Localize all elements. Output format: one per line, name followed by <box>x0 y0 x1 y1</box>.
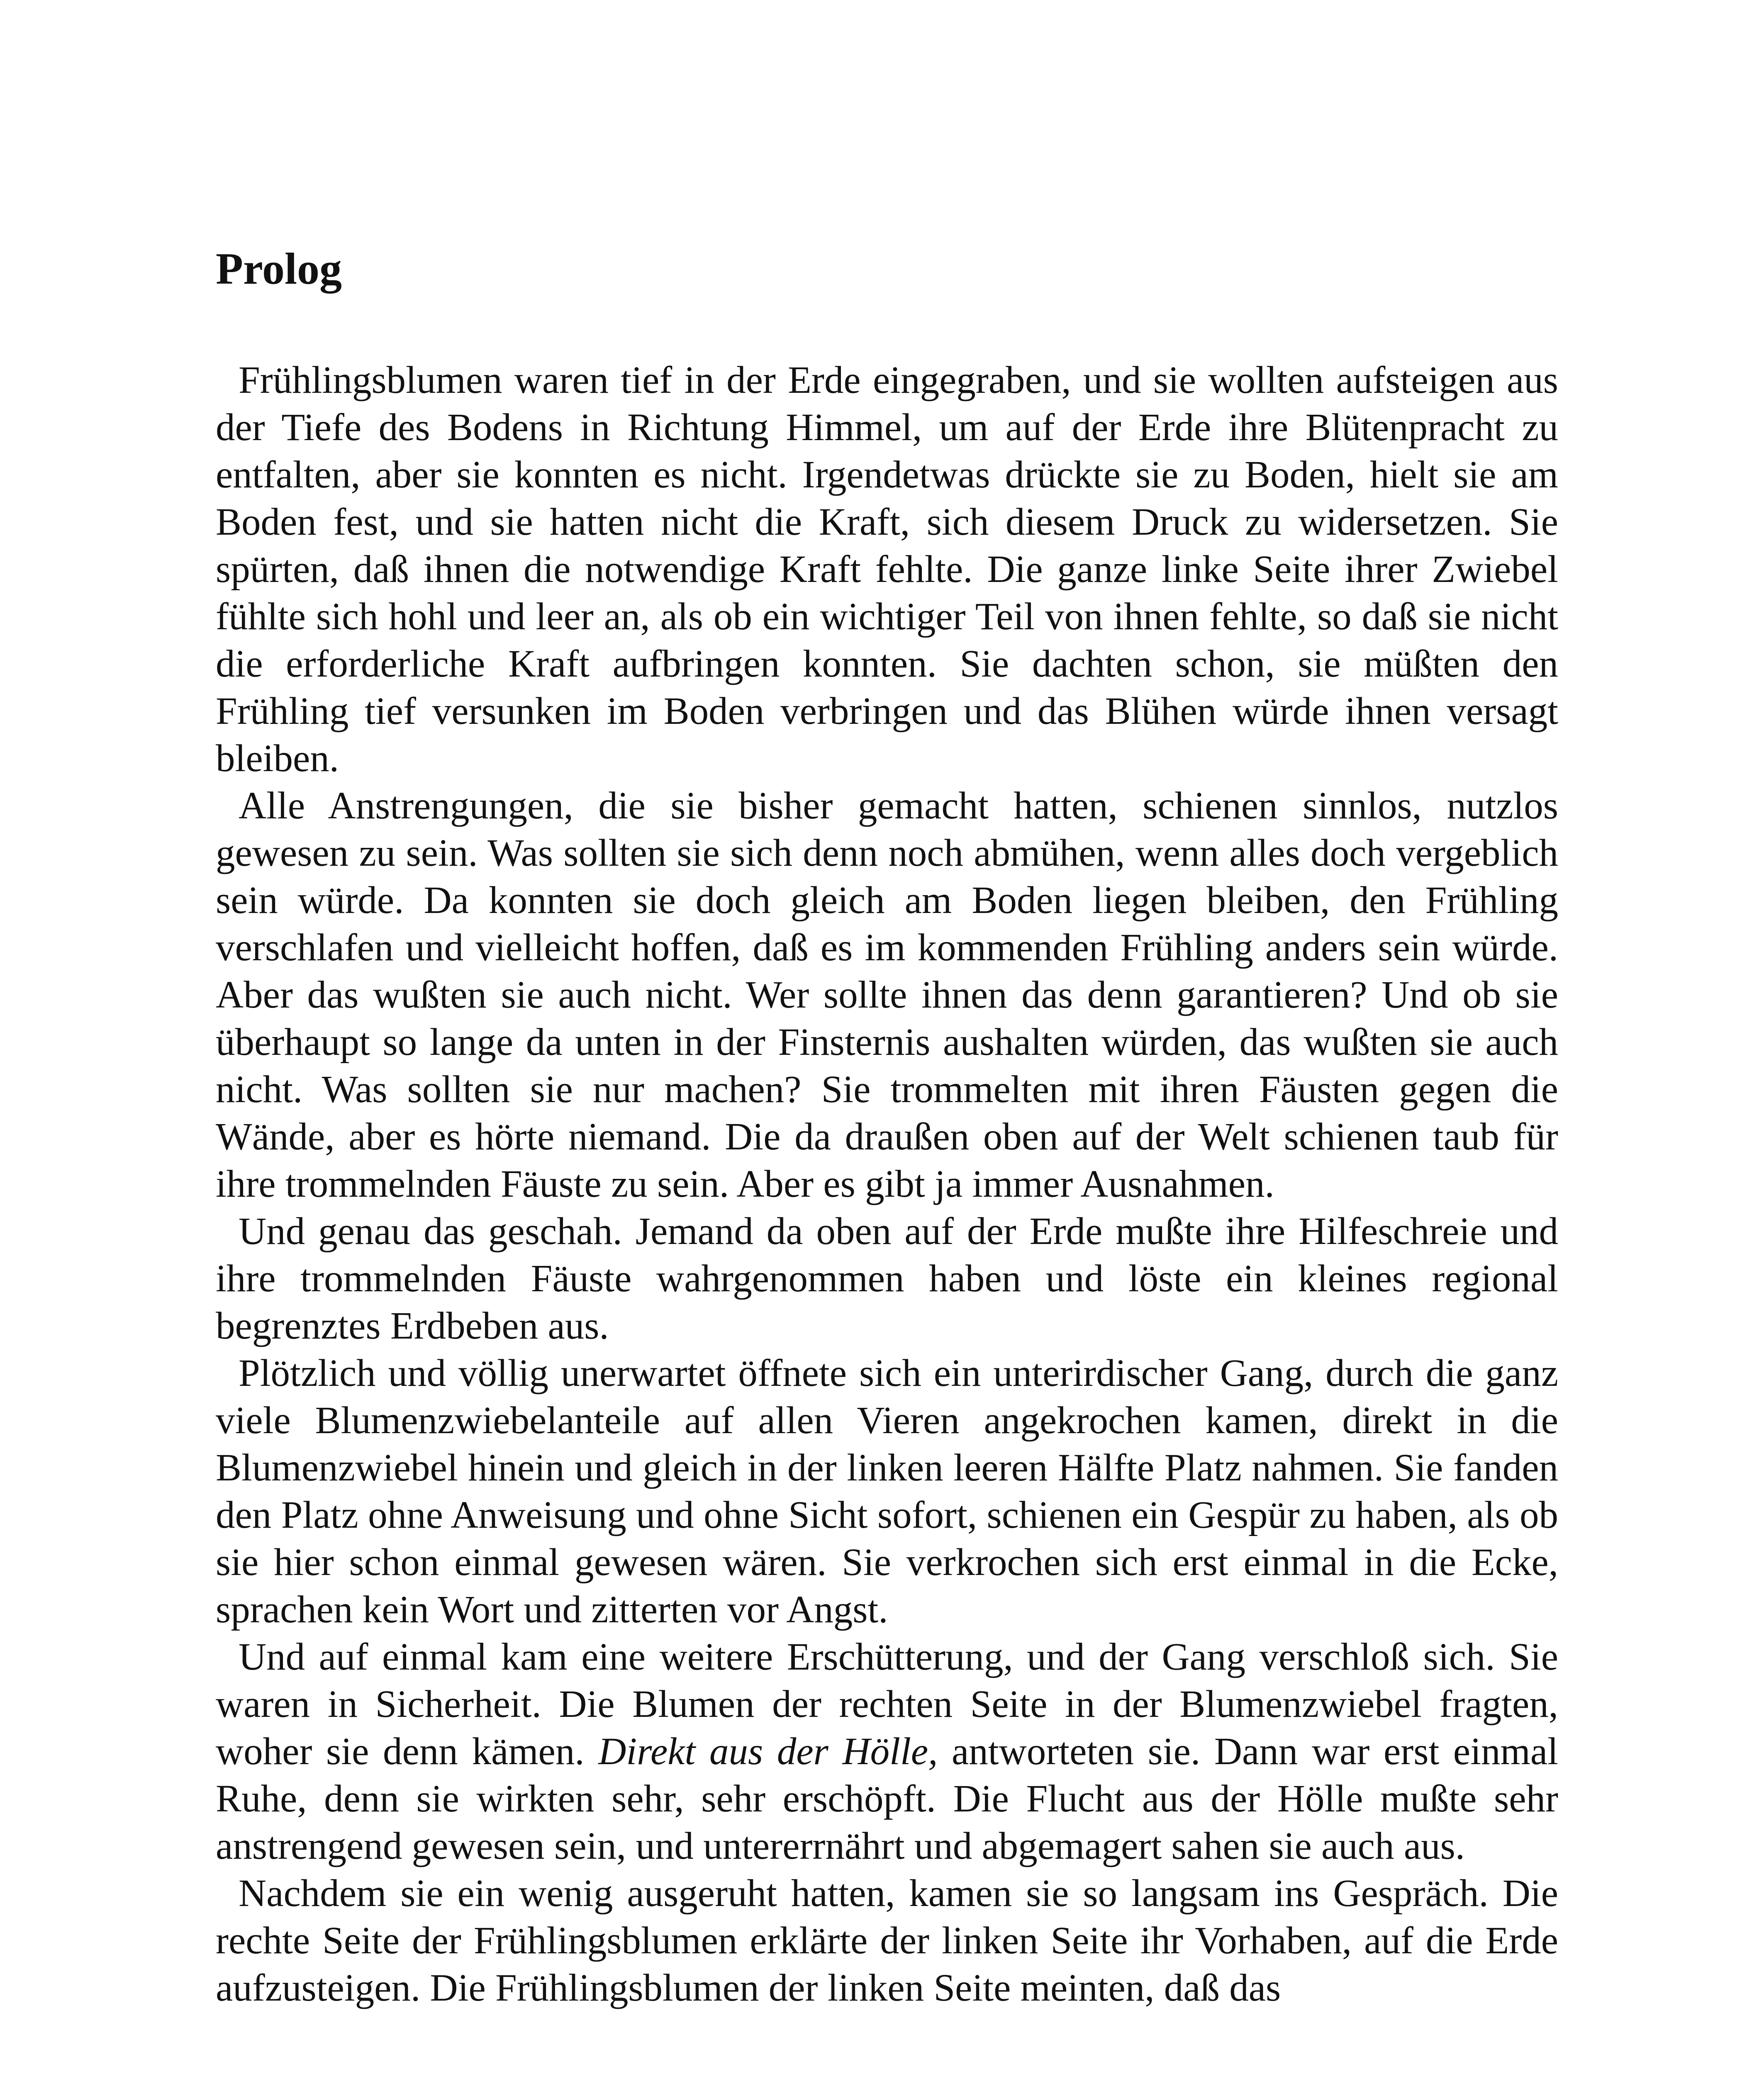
paragraph-6: Nachdem sie ein wenig ausgeruht hatten, kamen sie so langsam ins Gespräch. Die rechte Seite der Frühlingsblumen erklärte der linken Seite ihr Vorhaben, auf die Erde aufzusteigen. Die Frühlingsblumen der linken Seite meinten, daß das <box>216 1872 1558 2009</box>
paragraph-3: Und genau das geschah. Jemand da oben auf der Erde mußte ihre Hilfeschreie und ihre trommelnden Fäuste wahrgenommen haben und löste ein kleines regional begrenztes Erdbeben aus. <box>216 1210 1558 1347</box>
paragraph-5-before: Und auf einmal kam eine weitere Erschütterung, und der Gang verschloß sich. Sie waren in Sicherheit. Die Blumen der rechten Seite in der Blumenzwiebel fragten, woher sie denn kämen. <box>216 1636 1558 1773</box>
paragraph-1: Frühlingsblumen waren tief in der Erde eingegraben, und sie wollten aufsteigen aus der Tiefe des Bodens in Richtung Himmel, um auf der Erde ihre Blütenpracht zu entfalten, aber sie konnten es nicht. Irgendetwas drückte sie zu Boden, hielt sie am Boden fest, und sie hatten nicht die Kraft, sich diesem Druck zu widersetzen. Sie spürten, daß ihnen die notwendige Kraft fehlte. Die ganze linke Seite ihrer Zwiebel fühlte sich hohl und leer an, als ob ein wichtiger Teil von ihnen fehlte, so daß sie nicht die erforderliche Kraft aufbringen konnten. Sie dachten schon, sie müßten den Frühling tief versunken im Boden verbringen und das Blühen würde ihnen versagt bleiben. <box>216 359 1558 780</box>
chapter-title: Prolog <box>216 244 342 294</box>
chapter-body <box>216 357 1558 2012</box>
paragraph-2: Alle Anstrengungen, die sie bisher gemacht hatten, schienen sinnlos, nutzlos gewesen zu sein. Was sollten sie sich denn noch abmühen, wenn alles doch vergeblich sein würde. Da konnten sie doch gleich am Boden liegen bleiben, den Frühling verschlafen und vielleicht hoffen, daß es im kommenden Frühling anders sein würde. Aber das wußten sie auch nicht. Wer sollte ihnen das denn garantieren? Und ob sie überhaupt so lange da unten in der Finsternis aushalten würden, das wußten sie auch nicht. Was sollten sie nur machen? Sie trommelten mit ihren Fäusten gegen die Wände, aber es hörte niemand. Die da draußen oben auf der Welt schienen taub für ihre trommelnden Fäuste zu sein. Aber es gibt ja immer Ausnahmen. <box>216 784 1558 1205</box>
paragraph-4: Plötzlich und völlig unerwartet öffnete sich ein unterirdischer Gang, durch die ganz viele Blumenzwiebelanteile auf allen Vieren angekrochen kamen, direkt in die Blumenzwiebel hinein und gleich in der linken leeren Hälfte Platz nahmen. Sie fanden den Platz ohne Anweisung und ohne Sicht sofort, schienen ein Gespür zu haben, als ob sie hier schon einmal gewesen wären. Sie verkrochen sich erst einmal in die Ecke, sprachen kein Wort und zitterten vor Angst. <box>216 1352 1558 1631</box>
paragraph-5-after: antworteten sie. Dann war erst einmal Ruhe, denn sie wirkten sehr, sehr erschöpft. Die Flucht aus der Hölle mußte sehr anstrengend gewesen sein, und untererrnährt und abgemagert sahen sie auch aus. <box>216 1730 1559 1867</box>
paragraph-5 <box>216 1633 1558 1870</box>
paragraph-5-italic-quote: Direkt aus der Hölle, <box>598 1730 938 1773</box>
